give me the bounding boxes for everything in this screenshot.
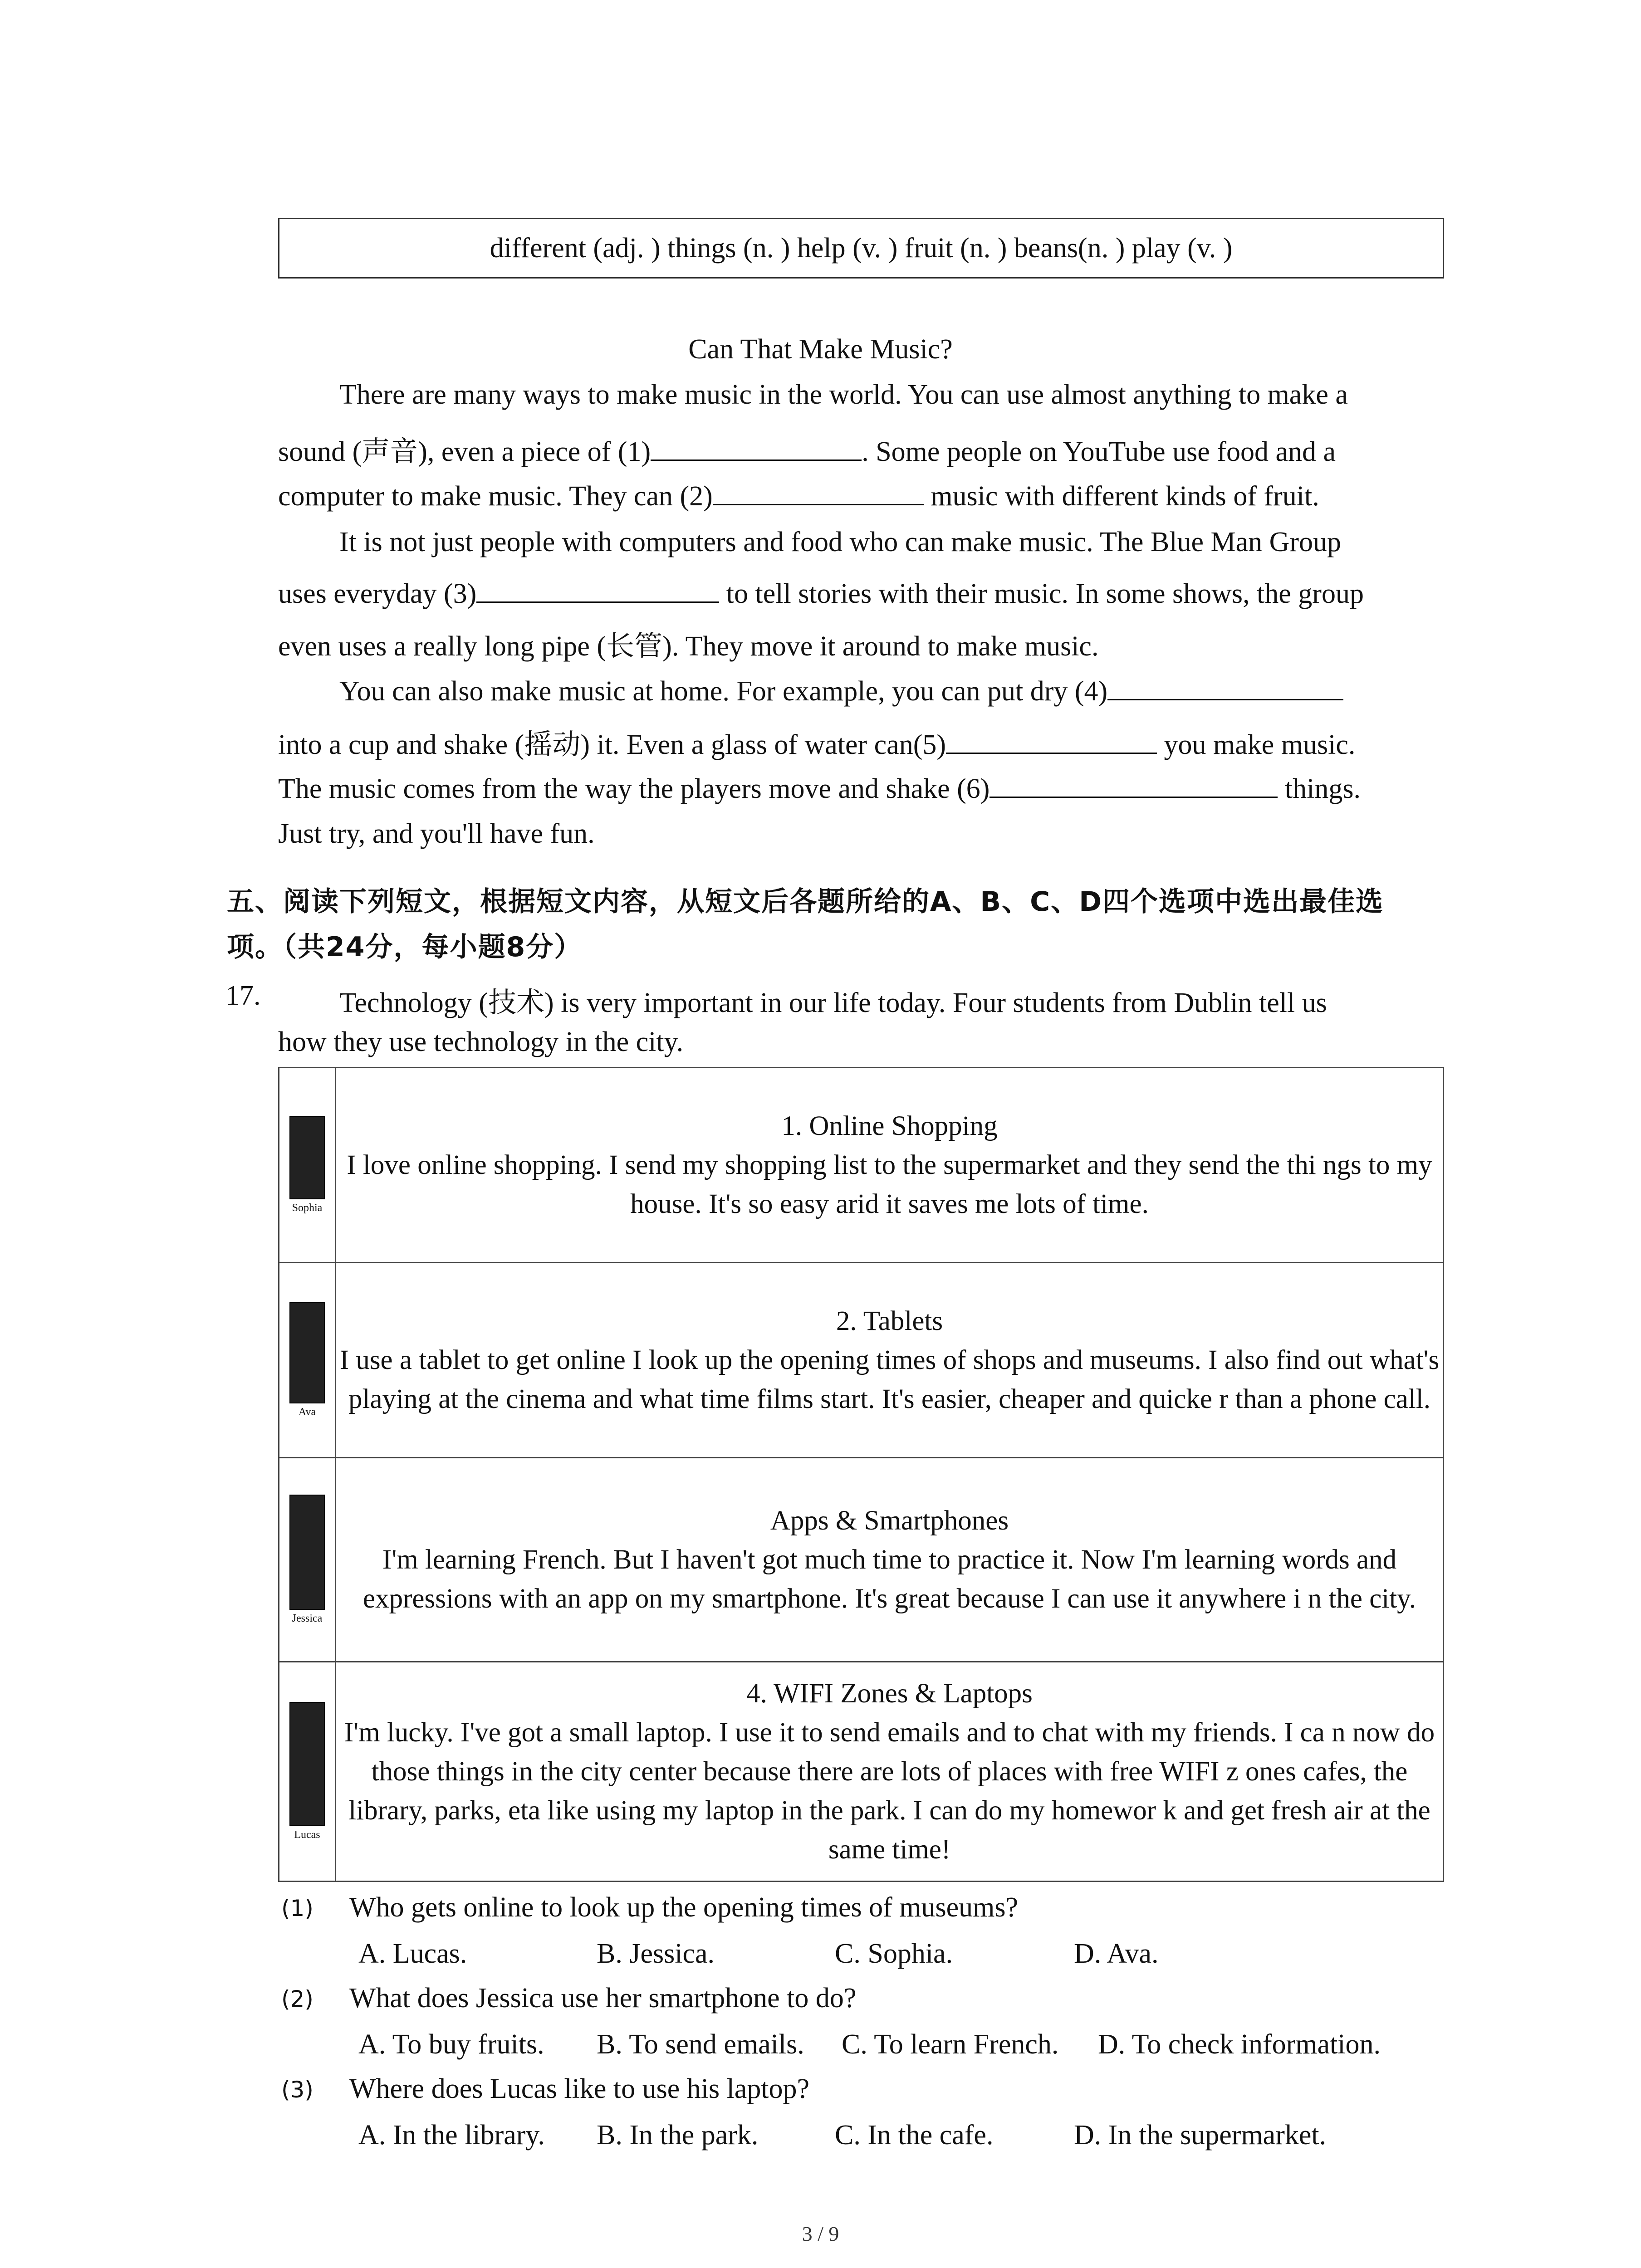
photo-cell bbox=[279, 1068, 336, 1263]
blank-4[interactable] bbox=[1107, 673, 1343, 700]
passage-line: even uses a really long pipe (长管). They move it around to make music. bbox=[278, 631, 1099, 662]
photo-caption: Lucas bbox=[294, 1829, 320, 1841]
passage-line: into a cup and shake (摇动) it. Even a glass of water can(5) you make music. bbox=[278, 722, 1355, 762]
section-heading-cont: 项。（共24分，每小题8分） bbox=[227, 931, 583, 963]
option-b[interactable]: B. In the park. bbox=[597, 2120, 759, 2151]
photo-cell bbox=[279, 1263, 336, 1458]
blank-1[interactable] bbox=[651, 433, 862, 461]
text-cell bbox=[336, 1068, 1444, 1263]
row-title: Apps & Smartphones bbox=[770, 1505, 1009, 1536]
student-photo bbox=[289, 1495, 325, 1610]
blank-6[interactable] bbox=[989, 770, 1278, 798]
photo-cell bbox=[279, 1458, 336, 1662]
option-a[interactable]: A. Lucas. bbox=[358, 1938, 467, 1969]
subquestion-text: Who gets online to look up the opening times of museums? bbox=[349, 1892, 1019, 1923]
passage-line: computer to make music. They can (2) music with different kinds of fruit. bbox=[278, 478, 1319, 513]
row-text: I'm lucky. I've got a small laptop. I use it to send emails and to chat with my friends. I ca n now do those things in the city center because there are lots of places with free WIFI z ones cafes, the library, parks, eta like using my laptop in the park. I can do my homewor k and get fresh air at the same time! bbox=[344, 1717, 1435, 1865]
passage-line: You can also make music at home. For example, you can put dry (4) bbox=[339, 673, 1343, 708]
option-a[interactable]: A. In the library. bbox=[358, 2120, 545, 2151]
row-text: I love online shopping. I send my shopping list to the supermarket and they send the thi ngs to my house. It's so easy arid it saves me lots of time. bbox=[347, 1149, 1432, 1219]
subquestion-text: What does Jessica use her smartphone to do? bbox=[349, 1983, 857, 2014]
row-text: I use a tablet to get online I look up the opening times of shops and museums. I also find out what's playing at the cinema and what time films start. It's easier, cheaper and quicke r than a phone call. bbox=[339, 1344, 1440, 1414]
passage-line: It is not just people with computers and food who can make music. The Blue Man Group bbox=[339, 527, 1342, 557]
passage-line: There are many ways to make music in the world. You can use almost anything to make a bbox=[339, 379, 1348, 410]
student-photo bbox=[289, 1302, 325, 1403]
subquestion-number: (2) bbox=[281, 1986, 314, 2012]
photo-caption: Sophia bbox=[292, 1202, 323, 1214]
subquestion-text: Where does Lucas like to use his laptop? bbox=[349, 2073, 810, 2104]
blank-2[interactable] bbox=[713, 478, 924, 505]
passage-line: Just try, and you'll have fun. bbox=[278, 818, 595, 849]
photo-caption: Ava bbox=[298, 1406, 316, 1418]
row-title: 4. WIFI Zones & Laptops bbox=[746, 1678, 1033, 1709]
word-bank-text: different (adj. ) things (n. ) help (v. ) fruit (n. ) beans(n. ) play (v. ) bbox=[490, 232, 1233, 264]
text-cell bbox=[336, 1662, 1444, 1882]
subquestion-number: (1) bbox=[281, 1895, 314, 1921]
option-d[interactable]: D. In the supermarket. bbox=[1074, 2120, 1327, 2151]
blank-5[interactable] bbox=[946, 726, 1157, 754]
photo-caption: Jessica bbox=[292, 1613, 323, 1624]
word-bank-box bbox=[278, 218, 1444, 279]
option-c[interactable]: C. Sophia. bbox=[835, 1938, 953, 1969]
row-title: 2. Tablets bbox=[836, 1305, 943, 1336]
row-text: I'm learning French. But I haven't got much time to practice it. Now I'm learning words and expressions with an app on my smartphone. It's great because I can use it anywhere i n the city. bbox=[363, 1544, 1416, 1614]
section-heading: 五、阅读下列短文，根据短文内容，从短文后各题所给的A、B、C、D四个选项中选出最佳选 bbox=[227, 886, 1384, 918]
option-a[interactable]: A. To buy fruits. bbox=[358, 2029, 544, 2060]
student-photo bbox=[289, 1702, 325, 1826]
option-b[interactable]: B. Jessica. bbox=[597, 1938, 715, 1969]
subquestion-number: (3) bbox=[281, 2077, 314, 2103]
passage-line: sound (声音), even a piece of (1) . Some people on YouTube use food and a bbox=[278, 429, 1336, 469]
table-row bbox=[279, 1662, 1444, 1882]
table-row bbox=[279, 1458, 1444, 1662]
question-intro: Technology (技术) is very important in our life today. Four students from Dublin tell us bbox=[339, 987, 1327, 1018]
option-c[interactable]: C. In the cafe. bbox=[835, 2120, 994, 2151]
passage-line: uses everyday (3) to tell stories with their music. In some shows, the group bbox=[278, 575, 1364, 610]
option-b[interactable]: B. To send emails. bbox=[597, 2029, 804, 2060]
table-row bbox=[279, 1263, 1444, 1458]
passage-title: Can That Make Music? bbox=[688, 334, 953, 365]
option-d[interactable]: D. Ava. bbox=[1074, 1938, 1159, 1969]
student-photo bbox=[289, 1116, 325, 1199]
text-cell bbox=[336, 1458, 1444, 1662]
students-table bbox=[278, 1067, 1444, 1882]
table-row bbox=[279, 1068, 1444, 1263]
question-intro: how they use technology in the city. bbox=[278, 1026, 684, 1057]
option-d[interactable]: D. To check information. bbox=[1098, 2029, 1381, 2060]
option-c[interactable]: C. To learn French. bbox=[842, 2029, 1059, 2060]
text-cell bbox=[336, 1263, 1444, 1458]
passage-line: The music comes from the way the players move and shake (6) things. bbox=[278, 770, 1361, 805]
row-title: 1. Online Shopping bbox=[781, 1110, 998, 1141]
question-number: 17. bbox=[225, 980, 261, 1011]
photo-cell bbox=[279, 1662, 336, 1882]
blank-3[interactable] bbox=[476, 575, 719, 603]
page-number: 3 / 9 bbox=[802, 2222, 839, 2245]
